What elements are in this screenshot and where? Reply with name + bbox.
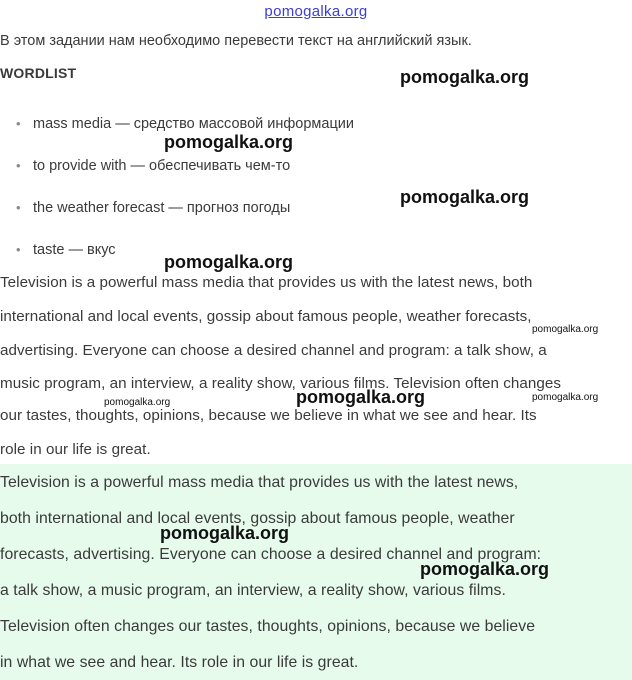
wordlist-heading: WORDLIST <box>0 65 77 81</box>
answer-line: Television is a powerful mass media that provides us with the latest news, <box>0 474 519 491</box>
watermark: pomogalka.org <box>400 67 530 87</box>
watermark: pomogalka.org <box>532 324 599 335</box>
text-line: Television is a powerful mass media that provides us with the latest news, both <box>0 274 533 291</box>
watermark: pomogalka.org <box>532 392 599 403</box>
bullet-icon: • <box>16 242 21 257</box>
text-line: advertising. Everyone can choose a desired channel and program: a talk show, a <box>0 342 547 359</box>
watermark: pomogalka.org <box>400 187 530 207</box>
bullet-icon: • <box>16 158 21 173</box>
text-line: music program, an interview, a reality show, various films. Television often changes <box>0 375 562 392</box>
watermark: pomogalka.org <box>160 523 290 543</box>
wordlist-item-text: the weather forecast — прогноз погоды <box>33 200 291 216</box>
answer-line: a talk show, a music program, an interview, a reality show, various films. <box>0 582 506 599</box>
watermark: pomogalka.org <box>104 397 171 408</box>
answer-line: both international and local events, gossip about famous people, weather <box>0 510 515 527</box>
bullet-icon: • <box>16 200 21 215</box>
answer-line: in what we see and hear. Its role in our life is great. <box>0 654 359 671</box>
wordlist-item <box>16 242 116 258</box>
wordlist-item <box>16 116 354 132</box>
wordlist-item <box>16 200 290 216</box>
wordlist-item-text: to provide with — обеспечивать чем-то <box>33 158 291 174</box>
wordlist-item-text: taste — вкус <box>33 242 116 258</box>
text-line: role in our life is great. <box>0 441 151 458</box>
answer-line: forecasts, advertising. Everyone can choose a desired channel and program: <box>0 546 542 563</box>
wordlist-item <box>16 158 290 174</box>
wordlist-item-text: mass media — средство массовой информации <box>33 116 354 132</box>
bullet-icon: • <box>16 116 21 131</box>
text-line: international and local events, gossip about famous people, weather forecasts, <box>0 308 532 325</box>
watermark: pomogalka.org <box>420 559 550 579</box>
task-intro: В этом задании нам необходимо перевести текст на английский язык. <box>0 33 472 49</box>
text-line: our tastes, thoughts, opinions, because we believe in what we see and hear. Its <box>0 407 537 424</box>
site-title-link[interactable]: pomogalka.org <box>264 3 368 20</box>
watermark: pomogalka.org <box>164 132 294 152</box>
watermark: pomogalka.org <box>296 387 426 407</box>
watermark: pomogalka.org <box>164 252 294 272</box>
answer-line: Television often changes our tastes, thoughts, opinions, because we believe <box>0 618 536 635</box>
